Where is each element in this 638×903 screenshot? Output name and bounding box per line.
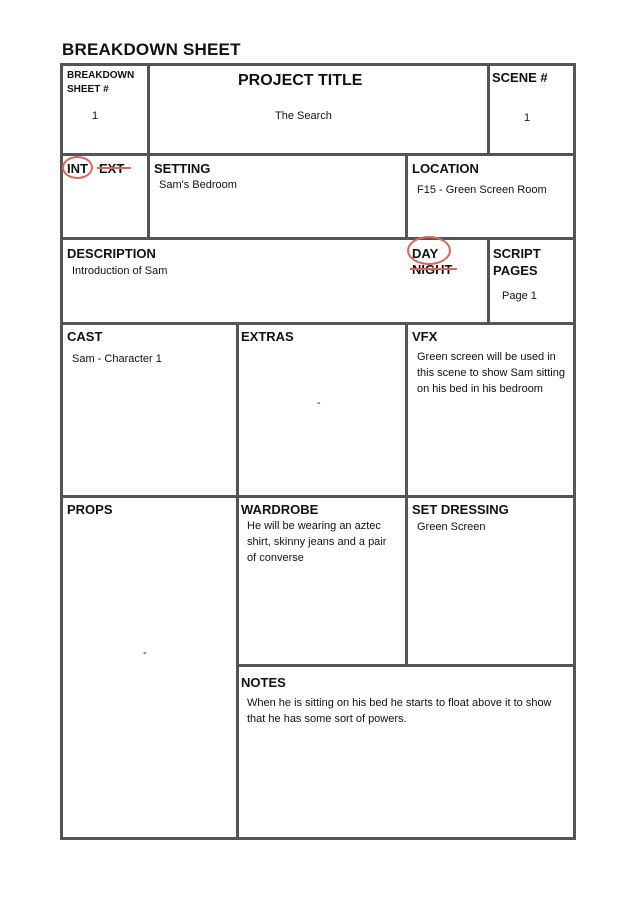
divider xyxy=(487,237,490,323)
breakdown-sheet-label: BREAKDOWN SHEET # xyxy=(67,70,135,95)
project-title-value: The Search xyxy=(275,110,332,122)
location-value: F15 - Green Screen Room xyxy=(417,184,547,196)
notes-value: When he is sitting on his bed he starts to float above it to show that he has some sort of powers. xyxy=(247,697,552,725)
vfx-label: VFX xyxy=(412,329,438,344)
description-label: DESCRIPTION xyxy=(67,246,156,261)
divider xyxy=(63,322,573,325)
props-value: - xyxy=(143,647,147,659)
breakdown-sheet-value: 1 xyxy=(92,110,99,122)
setting-label: SETTING xyxy=(154,161,211,176)
notes-label: NOTES xyxy=(241,675,286,690)
props-label: PROPS xyxy=(67,502,113,517)
day-selected-circle xyxy=(407,236,451,265)
divider xyxy=(487,66,490,154)
setting-value: Sam's Bedroom xyxy=(159,179,237,191)
script-pages-value: Page 1 xyxy=(502,290,537,302)
day-option: DAY xyxy=(412,246,439,261)
scene-value: 1 xyxy=(524,112,531,124)
scene-label: SCENE # xyxy=(492,70,548,85)
extras-label: EXTRAS xyxy=(241,329,294,344)
divider xyxy=(63,237,573,240)
description-value: Introduction of Sam xyxy=(72,265,168,277)
divider xyxy=(236,322,239,837)
set-dressing-label: SET DRESSING xyxy=(412,502,509,517)
ext-strikethrough xyxy=(97,167,131,169)
divider xyxy=(405,153,408,237)
project-title-label: PROJECT TITLE xyxy=(238,72,363,89)
set-dressing-value: Green Screen xyxy=(417,521,486,533)
int-option: INT xyxy=(67,161,88,176)
script-pages-label: SCRIPT PAGES xyxy=(493,246,541,278)
cast-label: CAST xyxy=(67,329,103,344)
sheet-title: BREAKDOWN SHEET xyxy=(62,40,241,59)
cast-value: Sam - Character 1 xyxy=(72,353,162,365)
divider xyxy=(147,66,150,237)
vfx-value: Green screen will be used in this scene to show Sam sitting on his bed in his bedroom xyxy=(417,351,565,395)
divider xyxy=(63,495,573,498)
wardrobe-value: He will be wearing an aztec shirt, skinny jeans and a pair of converse xyxy=(247,520,387,564)
location-label: LOCATION xyxy=(412,161,479,176)
night-strikethrough xyxy=(410,268,457,270)
divider xyxy=(405,322,408,665)
wardrobe-label: WARDROBE xyxy=(241,502,319,517)
extras-value: - xyxy=(317,397,321,409)
divider xyxy=(63,153,573,156)
int-selected-circle xyxy=(62,156,93,179)
